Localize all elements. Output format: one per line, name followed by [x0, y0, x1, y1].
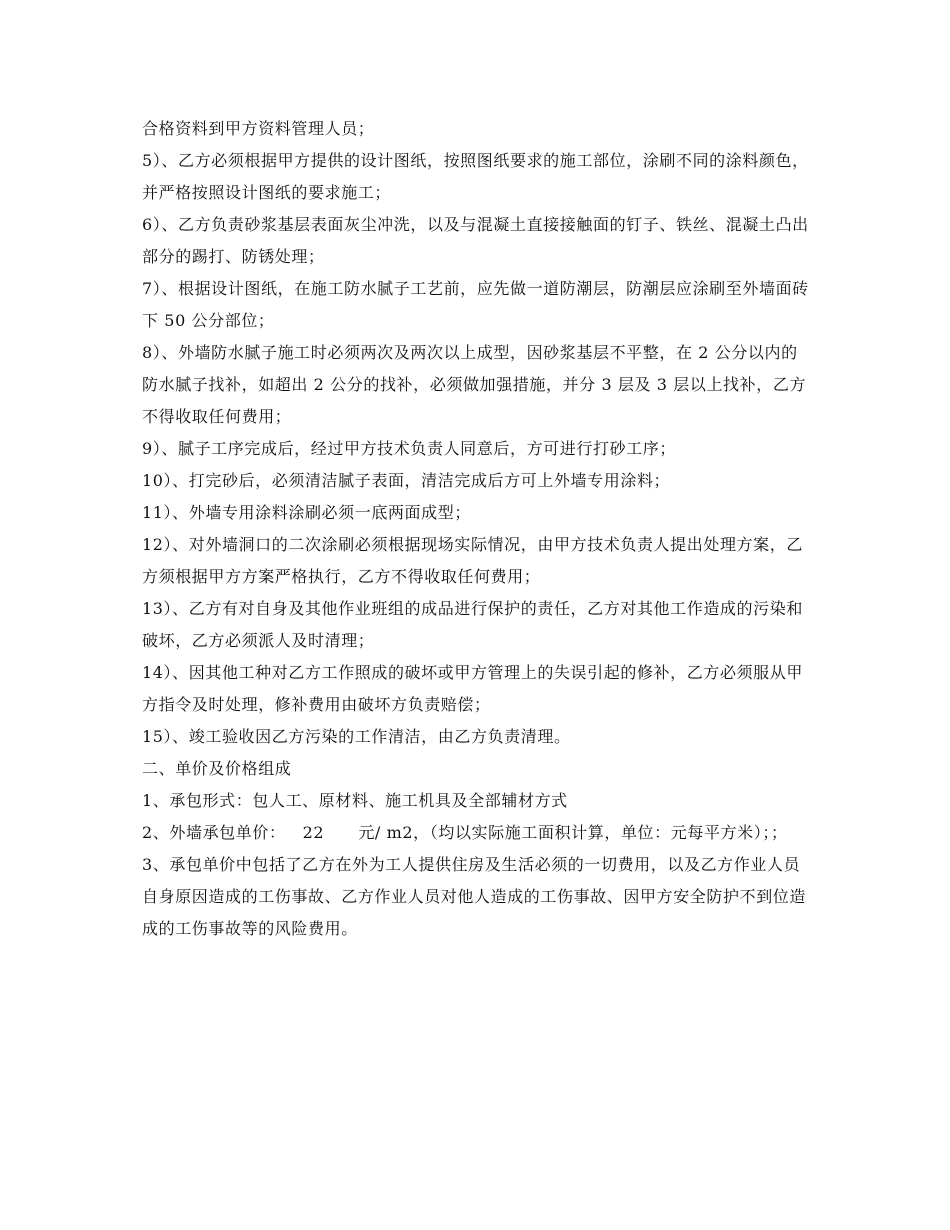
- section-heading-pricing: 二、单价及价格组成: [142, 759, 292, 778]
- clause-14: 14）、因其他工种对乙方工作照成的破坏或甲方管理上的失误引起的修补，乙方必须服从甲方指令及时处理，修补费用由破坏方负责赔偿；: [142, 663, 803, 714]
- clause-5: 5）、乙方必须根据甲方提供的设计图纸，按照图纸要求的施工部位，涂刷不同的涂料颜色，并严格按照设计图纸的要求施工；: [142, 151, 809, 202]
- paragraph-continuation: 合格资料到甲方资料管理人员；: [142, 119, 375, 138]
- clause-13: 13）、乙方有对自身及其他作业班组的成品进行保护的责任，乙方对其他工作造成的污染和破坏，乙方必须派人及时清理；: [142, 599, 803, 650]
- pricing-item-1: 1、承包形式：包人工、原材料、施工机具及全部辅材方式: [142, 791, 568, 810]
- clause-8: 8）、外墙防水腻子施工时必须两次及两次以上成型，因砂浆基层不平整，在 2 公分以内的防水腻子找补，如超出 2 公分的找补，必须做加强措施，并分 3 层及 3 层以上找补，乙方不得收取任何费用；: [142, 343, 807, 426]
- clause-6: 6）、乙方负责砂浆基层表面灰尘冲洗，以及与混凝土直接接触面的钉子、铁丝、混凝土凸出部分的踢打、防锈处理；: [142, 215, 809, 266]
- clause-11: 11）、外墙专用涂料涂刷必须一底两面成型；: [142, 503, 471, 522]
- clause-15: 15）、竣工验收因乙方污染的工作清洁，由乙方负责清理。: [142, 727, 571, 746]
- pricing-item-3: 3、承包单价中包括了乙方在外为工人提供住房及生活必须的一切费用，以及乙方作业人员自身原因造成的工伤事故、乙方作业人员对他人造成的工伤事故、因甲方安全防护不到位造成的工伤事故等的风险费用。: [142, 855, 807, 938]
- clause-12: 12）、对外墙洞口的二次涂刷必须根据现场实际情况，由甲方技术负责人提出处理方案，乙方须根据甲方方案严格执行，乙方不得收取任何费用；: [142, 535, 803, 586]
- clause-9: 9）、腻子工序完成后，经过甲方技术负责人同意后，方可进行打砂工序；: [142, 439, 676, 458]
- clause-10: 10）、打完砂后，必须清洁腻子表面，清洁完成后方可上外墙专用涂料；: [142, 471, 671, 490]
- document-body: [142, 113, 812, 945]
- clause-7: 7）、根据设计图纸，在施工防水腻子工艺前，应先做一道防潮层，防潮层应涂刷至外墙面砖下 50 公分部位；: [142, 279, 809, 330]
- pricing-item-2: 2、外墙承包单价： 22 元/ m2，（均以实际施工面积计算，单位：元每平方米）；；: [142, 823, 788, 842]
